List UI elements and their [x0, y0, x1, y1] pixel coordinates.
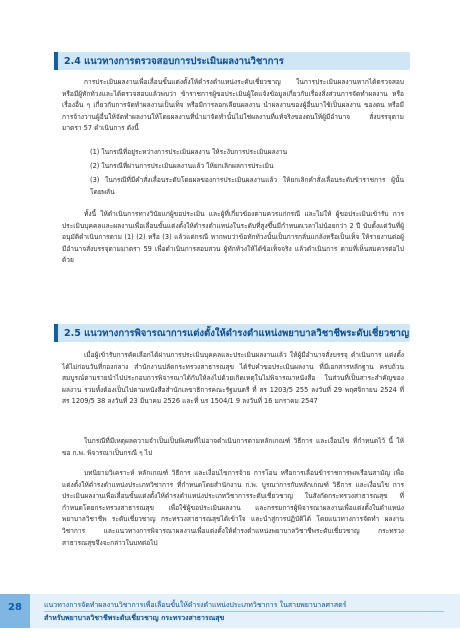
- list-item: (1) ในกรณีที่อยู่ระหว่างการประเมินผลงาน ให้ระงับการประเมินผลงาน: [90, 148, 288, 156]
- footer-subtitle: สำหรับพยาบาลวิชาชีพระดับเชี่ยวชาญ กระทรวงสาธารณสุข: [44, 614, 225, 622]
- section-title: 2.4 แนวทางการตรวจสอบการประเมินผลงานวิชาการ: [64, 56, 284, 67]
- heading-accent-bar: [54, 52, 58, 70]
- list-item: (2) ในกรณีที่ผ่านการประเมินผลงานแล้ว ให้ยกเลิกผลการประเมิน: [90, 162, 274, 170]
- section-title: 2.5 แนวทางการพิจารณาการแต่งตั้งให้ดำรงตำแหน่งพยาบาลวิชาชีพระดับเชี่ยวชาญ: [64, 328, 410, 339]
- footer-divider: [44, 611, 444, 612]
- section-heading-2-4: [54, 52, 410, 70]
- section-heading-2-5: [54, 324, 410, 342]
- paragraph: ในกรณีที่มีเหตุผลความจำเป็นเป็นพิเศษที่ไม่อาจดำเนินการตามหลักเกณฑ์ วิธีการ และเงื่อนไข ที่กำหนดไว้ นี้ ให้ขอ ก.พ. พิจารณาเป็นกรณี ๆ ไป: [62, 437, 404, 457]
- list-item: (3) ในกรณีที่มีคำสั่งเลื่อนระดับโดยผลของการประเมินผลงานแล้ว ให้ยกเลิกคำสั่งเลื่อนระดับข้าราชการ ผู้นั้นโดยพลัน: [90, 176, 404, 196]
- paragraph: บทนิยามวิเคราะห์ หลักเกณฑ์ วิธีการ และเงื่อนไขการจ้าย การโอน หรือการเลื่อนข้าราชการพลเรือนสามัญ เพื่อแต่งตั้งให้ดำรงตำแหน่งประเภทวิชาการ ที่กำหนดโดยสำนักงาน ก.พ. บูรณาการกับหลักเกณฑ์ วิธีการ และเงื่อนไข การประเมินผลงานเพื่อเลื่อนขั้นแต่งตั้งให้ดำรงตำแหน่งประเภทวิชาการระดับเชี่ยวชาญ ในสังกัดกระทรวงสาธารณสุข ที่กำหนดโดยกระทรวงสาธารณสุข เพื่อใช้ผู้ขอประเมินผลงาน และกรรมการผู้พิจารณาผลงานเพื่อแต่งตั้งในตำแหน่ง พยาบาลวิชาชีพ ระดับเชี่ยวชาญ กระทรวงสาธารณสุขได้เข้าใจ และนำสู่การปฏิบัติได้ โดยแนวทางการจัดทำ ผลงานวิชาการ และแนวทางการพิจารณาผลงานเพื่อแต่งตั้งให้ดำรงตำแหน่งพยาบาลวิชาชีพระดับเชี่ยวชาญ กระทรวงสาธารณสุขจึงจะกล่าวในบทต่อไป: [62, 469, 404, 547]
- page-number: 28: [8, 602, 22, 613]
- heading-accent-bar: [54, 324, 58, 342]
- footer-title: แนวทางการจัดทำผลงานวิชาการเพื่อเลื่อนขั้นให้ดำรงตำแหน่งประเภทวิชาการ ในสายพยาบาลศาสตร์: [44, 601, 347, 609]
- paragraph: เมื่อผู้เข้ารับการคัดเลือกได้ผ่านการประเมินบุคคลและประเมินผลงานแล้ว ให้ผู้มีอำนาจสั่งบรรจุ ดำเนินการ แต่งตั้งได้ไม่ก่อนวันที่กองกลาง สำนักงานปลัดกระทรวงสาธารณสุข ได้รับคำขอประเมินผลงาน ที่มีเอกสารหลักฐาน ครบถ้วนสมบูรณ์ตามรายนำไปประกอบการพิจารณาได้กับให้ลงไปด้วยเกิดเหตุในไม่พิจารณาหนังสือ ในส่วนที่เป็นสาระสำคัญของผลงาน รวมทั้งต้องเป็นไปตามหนังสือสำนักเลขาธิการคณะรัฐมนตรี ที่ สร 1203/5 255 ลงวันที่ 29 พฤศจิกายน 2524 ที่ สร 1209/5 38 ลงวันที่ 23 มีนาคม 2526 และที่ นร 1504/1 9 ลงวันที่ 16 มกราคม 2547: [62, 351, 404, 406]
- paragraph: ทั้งนี้ ให้ดำเนินการทางวินัยแก่ผู้ขอประเมิน และผู้ที่เกี่ยวข้องตามควรแก่กรณี และไม่ให้ ผู้ขอประเมินเข้ารับ การประเมินบุคคลและผลงานเพื่อเลื่อนขั้นแต่งตั้งให้ดำรงตำแหน่งในระดับที่สูงขึ้นมีกำหนดเวลาไม่น้อยกว่า 2 ปี นับตั้งแต่วันที่ผู้อนุมัติดำเนินการตาม (1) (2) หรือ (3) แล้วแต่กรณี หากพบว่าข้อทักท้วงนั้นเป็นการกลั่นแกล้งหรือเป็นเท็จ ให้รายงานต่อผู้มีอำนาจสั่งบรรจุตามมาตรา 59 เพื่อดำเนินการสอบสวน ผู้ทักท้วงให้ได้ข้อเท็จจริง แล้วดำเนินการ ตามที่เห็นสมควรต่อไปด้วย: [62, 210, 404, 265]
- paragraph: การประเมินผลงานเพื่อเลื่อนขั้นแต่งตั้งให้ดำรงตำแหน่งระดับเชี่ยวชาญ ในการประเมินผลงานหากได้ตรวจสอบ หรือมีผู้ทักท้วงและได้ตรวจสอบแล้วพบว่า ข้าราชการผู้ขอประเมินผู้ใดแจ้งข้อมูลเกี่ยวกับเรื่องสิ่งส่วนการจัดทำผลงาน หรือเรื่องอื่น ๆ เกี่ยวกับการจัดทำผลงานเป็นเท็จ หรือมีการลอกเลียนผลงาน นำผลงานของผู้อื่นมาใช้เป็นผลงาน ของตน หรือมีการจ้างวานผู้อื่นให้จัดทำผลงานให้โดยผลงานที่นำมาจัดทำนั้นไม่ใช่ผลงานที่แท้จริงของตนให้ผู้มีอำนาจ สั่งบรรจุตามมาตรา 57 ดำเนินการ ดังนี้: [62, 78, 404, 133]
